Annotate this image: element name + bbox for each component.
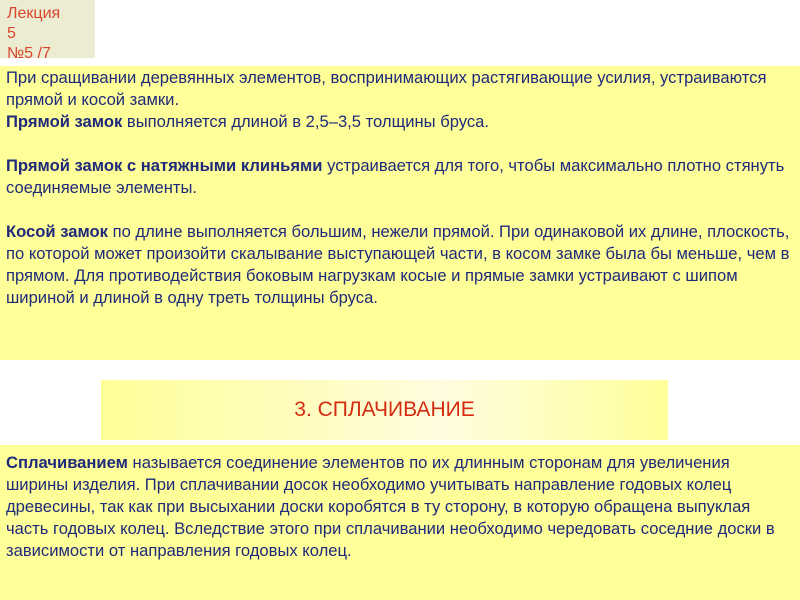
section-heading-text: 3. СПЛАЧИВАНИЕ: [294, 398, 475, 421]
lecture-tag-line1: Лекция: [7, 5, 61, 22]
paragraph-wedge-lock: [6, 155, 794, 199]
paragraph-gap: [6, 133, 794, 155]
paragraph-joining: [6, 452, 794, 562]
paragraph-splicing-intro: При сращивании деревянных элементов, воспринимающих растягивающие усилия, устраиваются прямой и косой замки.: [6, 68, 767, 109]
oblique-lock-description: по длине выполняется большим, нежели прямой. При одинаковой их длине, плоскость, по которой может произойти скалывание выступающей части, в косом замке была бы меньше, чем в прямом. Для противодействия боковым нагрузкам косые и прямые замки устраивают с шипом шириной и длиной в одну треть толщины бруса.: [6, 222, 790, 307]
wedge-lock-description: устраивается для того, чтобы максимально плотно стянуть соединяемые элементы.: [6, 156, 785, 197]
term-joining: Сплачиванием: [6, 453, 128, 472]
section-heading: [101, 380, 668, 440]
term-straight-lock: Прямой замок: [6, 112, 123, 131]
paragraph-gap: [6, 199, 794, 221]
lecture-tag-line3: №5 /7: [7, 45, 51, 58]
lecture-tag: [0, 0, 95, 58]
bottom-text-box: [0, 445, 800, 600]
lecture-tag-line2: 5: [7, 25, 16, 42]
joining-description: называется соединение элементов по их длинным сторонам для увеличения ширины изделия. При сплачивании досок необходимо учитывать направление годовых колец древесины, так как при высыхании доски коробятся в ту сторону, в которую обращена выпуклая часть годовых колец. Вследствие этого при сплачивании необходимо чередовать соседние доски в зависимости от направления годовых колец.: [6, 453, 775, 560]
paragraph-straight-lock: [6, 111, 794, 133]
paragraph-oblique-lock: [6, 221, 794, 309]
top-text-box: [0, 66, 800, 360]
term-oblique-lock: Косой замок: [6, 222, 108, 241]
straight-lock-description: выполняется длиной в 2,5–3,5 толщины бруса.: [122, 112, 489, 131]
term-wedge-lock: Прямой замок с натяжными клиньями: [6, 156, 323, 175]
